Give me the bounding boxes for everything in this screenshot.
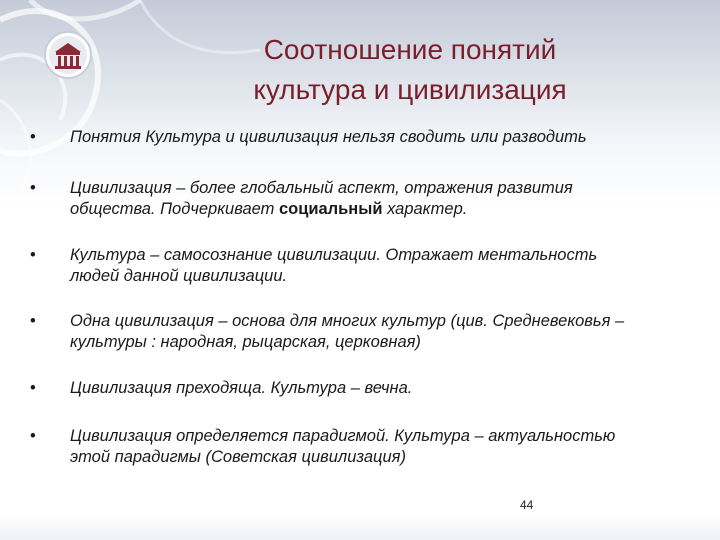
bullet-icon: •: [30, 312, 36, 330]
bullet-text: [70, 178, 680, 220]
bullet-text-line-1: Одна цивилизация – основа для многих культур (цив. Средневековья –: [70, 312, 625, 330]
bullet-item: [30, 378, 690, 399]
bullet-text-line-2-end: характер.: [382, 200, 468, 218]
bullet-text: [70, 311, 680, 353]
bullet-item: [30, 245, 690, 287]
bullet-text-line-2: этой парадигмы (Советская цивилизация): [70, 448, 406, 466]
bullet-text-line-2: культуры : народная, рыцарская, церковная): [70, 333, 421, 351]
bullet-text-line-1: Цивилизация определяется парадигмой. Культура – актуальностью: [70, 427, 616, 445]
bullet-text-line-2-start: общества. Подчеркивает: [70, 200, 279, 218]
bullet-item: [30, 311, 690, 353]
bullet-icon: •: [30, 128, 36, 146]
bullet-text: Понятия Культура и цивилизация нельзя сводить или разводить: [70, 128, 587, 146]
bullet-text-emphasis: социальный: [278, 200, 383, 218]
bullet-text: Цивилизация преходяща. Культура – вечна.: [70, 379, 413, 397]
bullet-icon: •: [30, 379, 36, 397]
footer-band: [0, 514, 720, 540]
bullet-icon: •: [30, 246, 36, 264]
bullet-text-line-1: Цивилизация – более глобальный аспект, отражения развития: [70, 179, 573, 197]
bullet-item: [30, 426, 690, 468]
bullet-item: [30, 127, 690, 148]
bullet-icon: •: [30, 427, 36, 445]
bullet-text-line-2: людей данной цивилизации.: [70, 267, 288, 285]
bullet-item: [30, 178, 690, 220]
page-number: 44: [520, 498, 534, 512]
slide-title: [150, 30, 670, 110]
bullet-text: [70, 426, 680, 468]
slide-title-line-1: Соотношение понятий: [263, 34, 557, 65]
slide-title-line-2: культура и цивилизация: [253, 74, 567, 105]
bullet-text-line-1: Культура – самосознание цивилизации. Отражает ментальность: [70, 246, 598, 264]
bullet-text: [70, 245, 680, 287]
university-logo-icon: [43, 30, 93, 80]
bullet-icon: •: [30, 179, 36, 197]
